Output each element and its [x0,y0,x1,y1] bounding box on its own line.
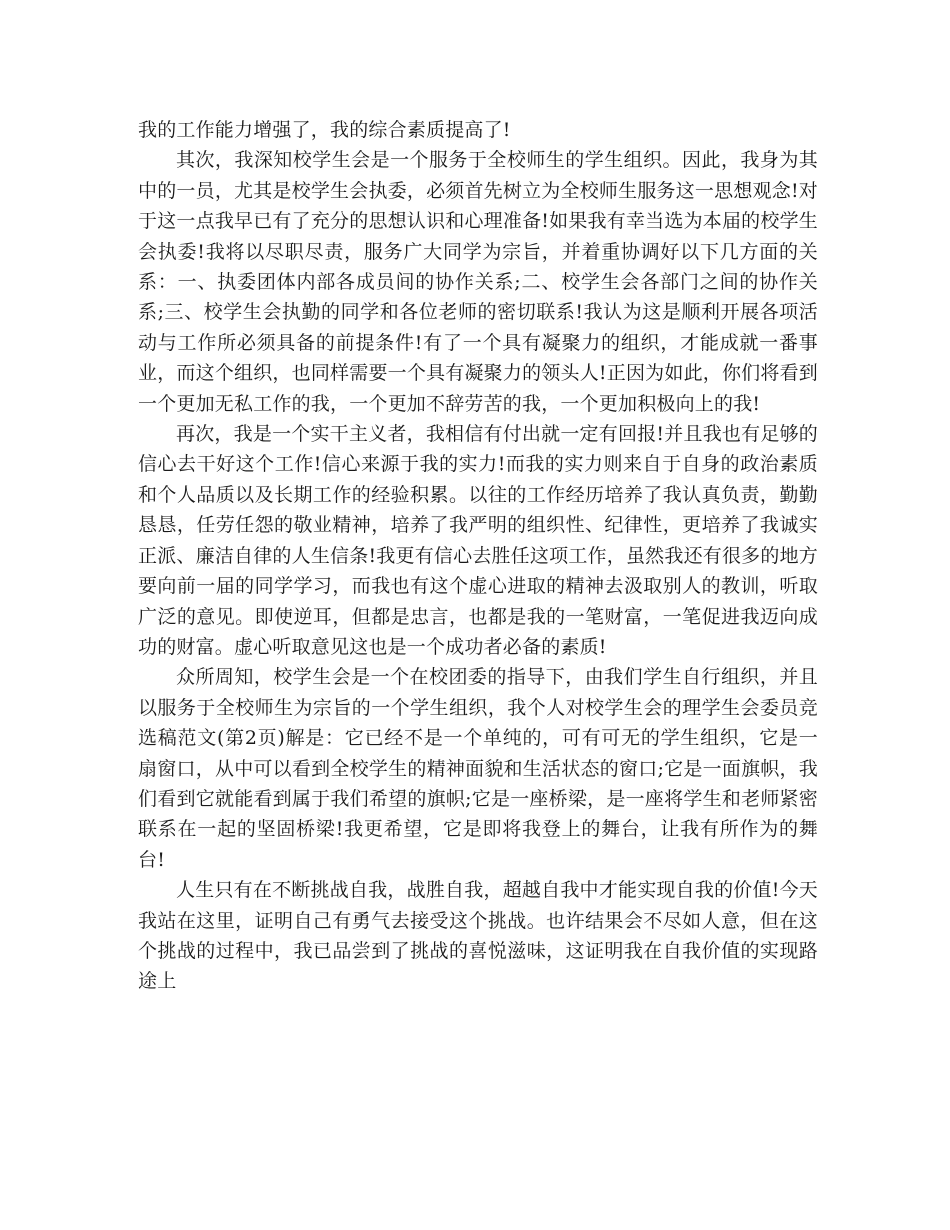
paragraph-ability-confidence: 再次，我是一个实干主义者，我相信有付出就一定有回报!并且我也有足够的信心去干好这个工作!信心来源于我的实力!而我的实力则来自于自身的政治素质和个人品质以及长期工作的经验积累。以往的工作经历培养了我认真负责，勤勤恳恳，任劳任怨的敬业精神，培养了我严明的组织性、纪律性，更培养了我诚实正派、廉洁自律的人生信条!我更有信心去胜任这项工作，虽然我还有很多的地方要向前一届的同学学习，而我也有这个虚心进取的精神去汲取别人的教训，听取广泛的意见。即使逆耳，但都是忠言，也都是我的一笔财富，一笔促进我迈向成功的财富。虚心听取意见这也是一个成功者必备的素质! [138,423,818,658]
paragraph-self-challenge: 人生只有在不断挑战自我，战胜自我，超越自我中才能实现自我的价值!今天我站在这里，证明自己有勇气去接受这个挑战。也许结果会不尽如人意，但在这个挑战的过程中，我已品尝到了挑战的喜悦滋味，这证明我在自我价值的实现路途上 [138,879,818,993]
paragraph-continuation: 我的工作能力增强了，我的综合素质提高了! [138,119,511,141]
document-body [138,115,818,997]
paragraph-service-commitment: 其次，我深知校学生会是一个服务于全校师生的学生组织。因此，我身为其中的一员，尤其是校学生会执委，必须首先树立为全校师生服务这一思想观念!对于这一点我早已有了充分的思想认识和心理准备!如果我有幸当选为本届的校学生会执委!我将以尽职尽责，服务广大同学为宗旨，并着重协调好以下几方面的关系：一、执委团体内部各成员间的协作关系;二、校学生会各部门之间的协作关系;三、校学生会执勤的同学和各位老师的密切联系!我认为这是顺利开展各项活动与工作所必须具备的前提条件!有了一个具有凝聚力的组织，才能成就一番事业，而这个组织，也同样需要一个具有凝聚力的领头人!正因为如此，你们将看到一个更加无私工作的我，一个更加不辞劳苦的我，一个更加积极向上的我! [138,149,818,415]
paragraph-student-union-role: 众所周知，校学生会是一个在校团委的指导下，由我们学生自行组织，并且以服务于全校师生为宗旨的一个学生组织，我个人对校学生会的理学生会委员竞选稿范文(第2页)解是：它已经不是一个单纯的，可有可无的学生组织，它是一扇窗口，从中可以看到全校学生的精神面貌和生活状态的窗口;它是一面旗帜，我们看到它就能看到属于我们希望的旗帜;它是一座桥梁，是一座将学生和老师紧密联系在一起的坚固桥梁!我更希望，它是即将我登上的舞台，让我有所作为的舞台! [138,666,818,871]
